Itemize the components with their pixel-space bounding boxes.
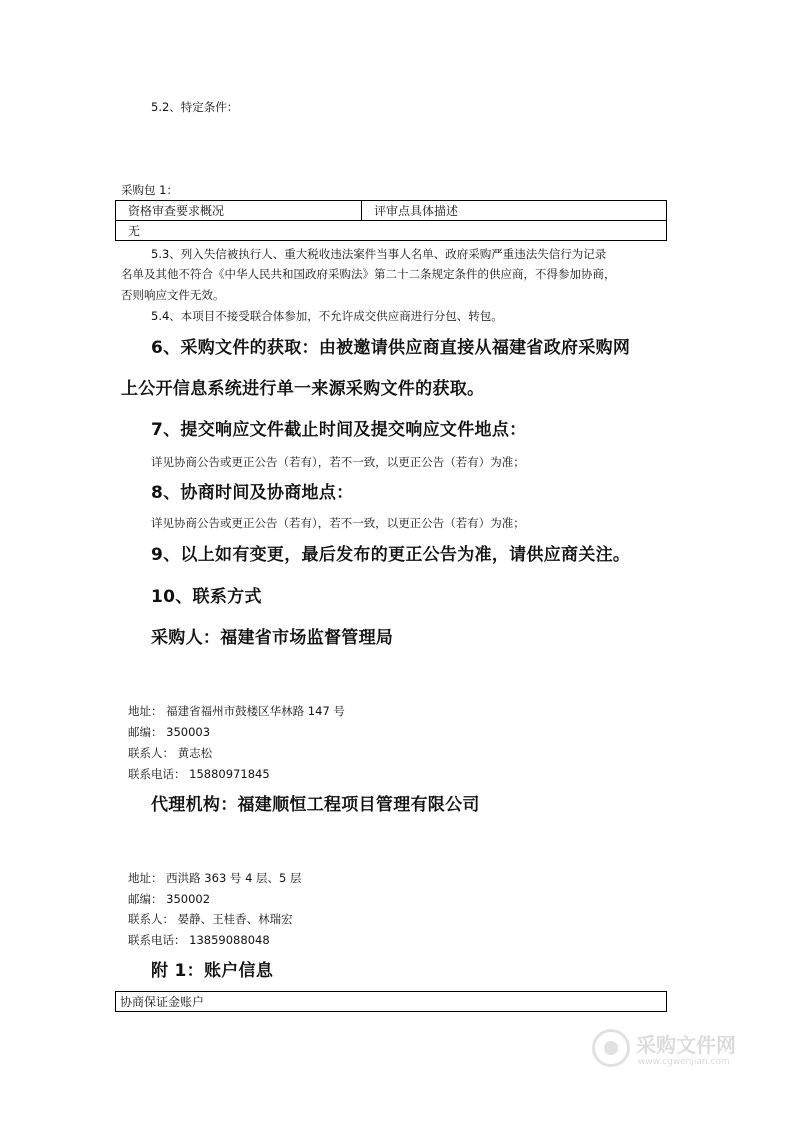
purchaser-title: 采购人：福建省市场监督管理局 <box>151 628 394 648</box>
account-table <box>115 991 667 1012</box>
table-header-cell: 评审点具体描述 <box>362 201 667 221</box>
watermark-logo <box>592 1027 752 1073</box>
watermark-title: 采购文件网 <box>636 1033 736 1057</box>
heading-9: 9、以上如有变更，最后发布的更正公告为准，请供应商关注。 <box>151 545 631 565</box>
table-row <box>116 992 667 1012</box>
agency-title: 代理机构：福建顺恒工程项目管理有限公司 <box>151 795 480 815</box>
table-cell: 无 <box>116 221 667 241</box>
qualification-table <box>115 200 667 241</box>
table-header-row <box>116 201 667 221</box>
purchaser-postcode: 邮编： 350003 <box>128 725 211 739</box>
heading-10: 10、联系方式 <box>151 587 262 607</box>
section-5-3-line2: 名单及其他不符合《中华人民共和国政府采购法》第二十二条规定条件的供应商，不得参加协商， <box>121 267 616 281</box>
table-header-cell: 资格审查要求概况 <box>116 201 362 221</box>
paragraph-7: 详见协商公告或更正公告（若有），若不一致，以更正公告（若有）为准； <box>151 455 525 469</box>
agency-phone: 联系电话： 13859088048 <box>128 933 270 947</box>
heading-8: 8、协商时间及协商地点： <box>151 483 354 503</box>
paragraph-8: 详见协商公告或更正公告（若有），若不一致，以更正公告（若有）为准； <box>151 516 525 530</box>
purchaser-contact: 联系人： 黄志松 <box>128 746 213 760</box>
heading-6-line2: 上公开信息系统进行单一来源采购文件的获取。 <box>121 379 485 399</box>
agency-address: 地址： 西洪路 363 号 4 层、5 层 <box>128 871 302 885</box>
section-5-3-line1: 5.3、列入失信被执行人、重大税收违法案件当事人名单、政府采购严重违法失信行为记录 <box>151 247 607 261</box>
section-5-2: 5.2、特定条件： <box>151 100 239 114</box>
watermark-url: www.cgwenjian.com <box>638 1057 730 1067</box>
purchaser-phone: 联系电话： 15880971845 <box>128 767 270 781</box>
watermark-emblem-icon <box>592 1029 630 1067</box>
table-row <box>116 221 667 241</box>
heading-7: 7、提交响应文件截止时间及提交响应文件地点： <box>151 420 527 440</box>
agency-contact: 联系人： 晏静、王桂香、林瑞宏 <box>128 912 293 926</box>
package-label: 采购包 1： <box>121 183 178 197</box>
table-cell: 协商保证金账户 <box>116 992 667 1012</box>
purchaser-address: 地址： 福建省福州市鼓楼区华林路 147 号 <box>128 704 345 718</box>
appendix-title: 附 1：账户信息 <box>151 961 274 981</box>
section-5-4: 5.4、本项目不接受联合体参加，不允许成交供应商进行分包、转包。 <box>151 309 503 323</box>
agency-postcode: 邮编： 350002 <box>128 892 211 906</box>
section-5-3-line3: 否则响应文件无效。 <box>121 288 225 302</box>
heading-6-line1: 6、采购文件的获取：由被邀请供应商直接从福建省政府采购网 <box>151 338 631 358</box>
